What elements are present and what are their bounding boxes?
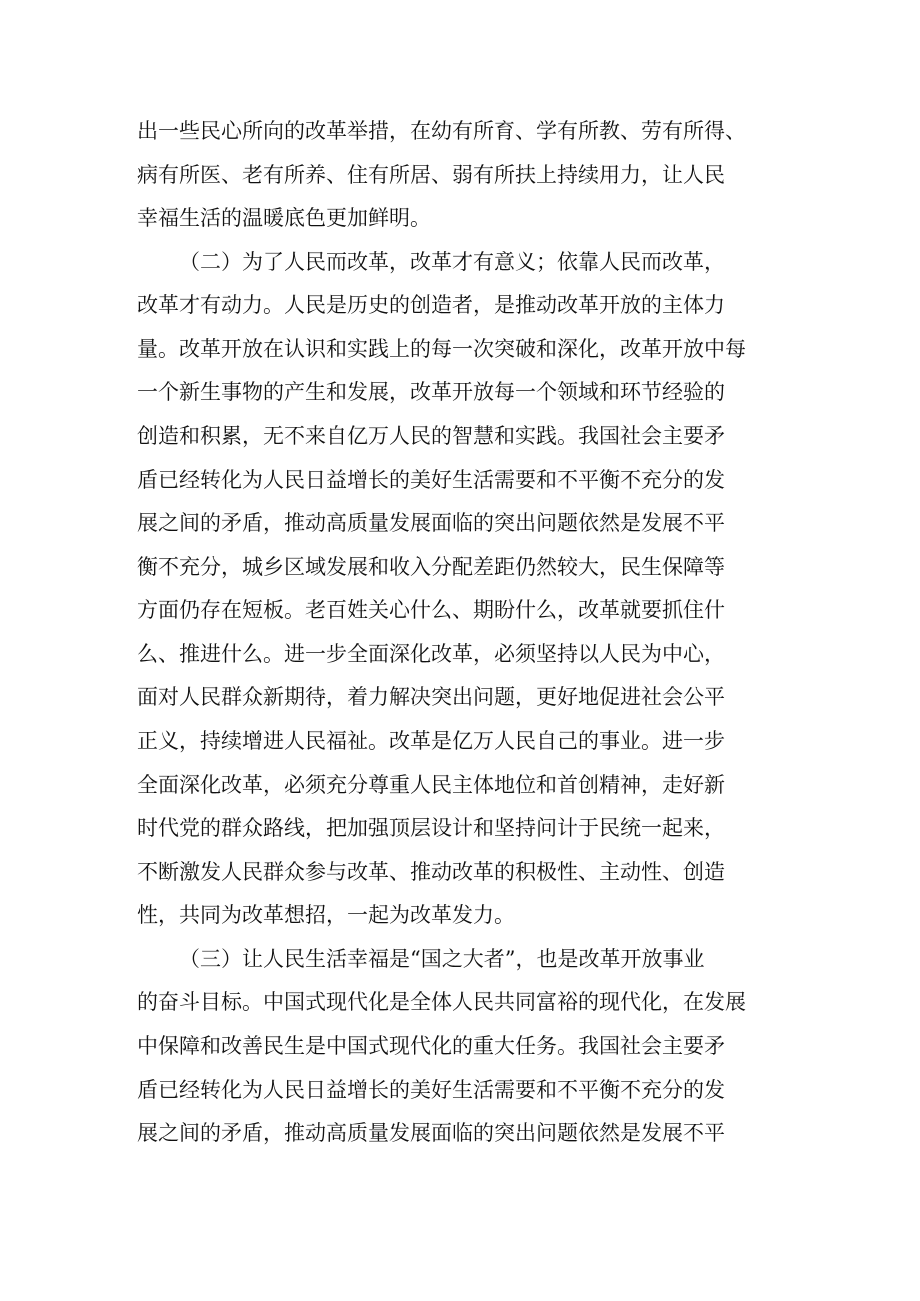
text-line: 衡不充分，城乡区域发展和收入分配差距仍然较大，民生保障等 [137,555,725,579]
text-line: 一个新生事物的产生和发展，改革开放每一个领域和环节经验的 [137,380,725,404]
text-line: 改革才有动力。人民是历史的创造者，是推动改革开放的主体力 [137,293,725,317]
text-line: 量。改革开放在认识和实践上的每一次突破和深化，改革开放中每 [137,337,746,361]
text-line: 不断激发人民群众参与改革、推动改革的积极性、主动性、创造 [137,860,725,884]
text-line: 全面深化改革，必须充分尊重人民主体地位和首创精神，走好新 [137,773,725,797]
text-line: 性，共同为改革想招，一起为改革发力。 [137,903,515,927]
paragraph-start-line: （二）为了人民而改革，改革才有意义；依靠人民而改革， [179,250,725,274]
text-line: 出一些民心所向的改革举措，在幼有所育、学有所教、劳有所得、 [137,119,746,143]
text-line: 盾已经转化为人民日益增长的美好生活需要和不平衡不充分的发 [137,1078,725,1102]
text-line: 面对人民群众新期待，着力解决突出问题，更好地促进社会公平 [137,685,725,709]
text-line: 病有所医、老有所养、住有所居、弱有所扶上持续用力，让人民 [137,163,725,187]
text-line: 展之间的矛盾，推动高质量发展面临的突出问题依然是发展不平 [137,511,725,535]
text-line: 展之间的矛盾，推动高质量发展面临的突出问题依然是发展不平 [137,1121,725,1145]
text-line: 正义，持续增进人民福祉。改革是亿万人民自己的事业。进一步 [137,729,725,753]
text-line: 创造和积累，无不来自亿万人民的智慧和实践。我国社会主要矛 [137,424,725,448]
text-line: 方面仍存在短板。老百姓关心什么、期盼什么，改革就要抓住什 [137,598,725,622]
text-line: 么、推进什么。进一步全面深化改革，必须坚持以人民为中心， [137,642,725,666]
text-line: 时代党的群众路线，把加强顶层设计和坚持问计于民统一起来， [137,816,725,840]
text-line: 中保障和改善民生是中国式现代化的重大任务。我国社会主要矛 [137,1034,725,1058]
text-line: 盾已经转化为人民日益增长的美好生活需要和不平衡不充分的发 [137,468,725,492]
paragraph-start-line: （三）让人民生活幸福是“国之大者”，也是改革开放事业 [179,947,705,971]
text-line: 幸福生活的温暖底色更加鲜明。 [137,206,431,230]
text-line: 的奋斗目标。中国式现代化是全体人民共同富裕的现代化，在发展 [137,990,746,1014]
